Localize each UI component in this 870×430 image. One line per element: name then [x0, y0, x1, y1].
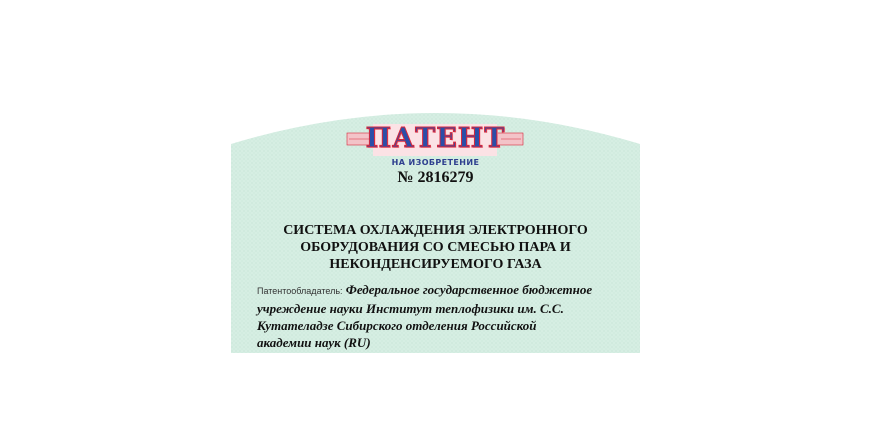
patent-holder: [257, 281, 617, 351]
patent-holder-name-line: Кутателадзе Сибирского отделения Российской: [257, 318, 537, 333]
invention-title-line: НЕКОНДЕНСИРУЕМОГО ГАЗА: [329, 257, 542, 272]
invention-title-line: СИСТЕМА ОХЛАЖДЕНИЯ ЭЛЕКТРОННОГО: [283, 223, 588, 238]
patent-number: № 2816279: [397, 169, 474, 186]
patent-card: [231, 86, 640, 353]
invention-title-line: ОБОРУДОВАНИЯ СО СМЕСЬЮ ПАРА И: [300, 240, 571, 255]
patent-holder-name-line: учреждение науки Институт теплофизики им. С.С.: [257, 301, 564, 316]
invention-title: [251, 222, 620, 273]
patent-holder-label: Патентообладатель:: [257, 286, 343, 296]
patent-holder-name-line: академии наук (RU): [257, 335, 371, 350]
invention-label: НА ИЗОБРЕТЕНИЕ: [391, 158, 480, 167]
patent-holder-name-line: Федеральное государственное бюджетное: [345, 282, 593, 297]
patent-heading: ПАТЕНТ: [365, 123, 506, 154]
